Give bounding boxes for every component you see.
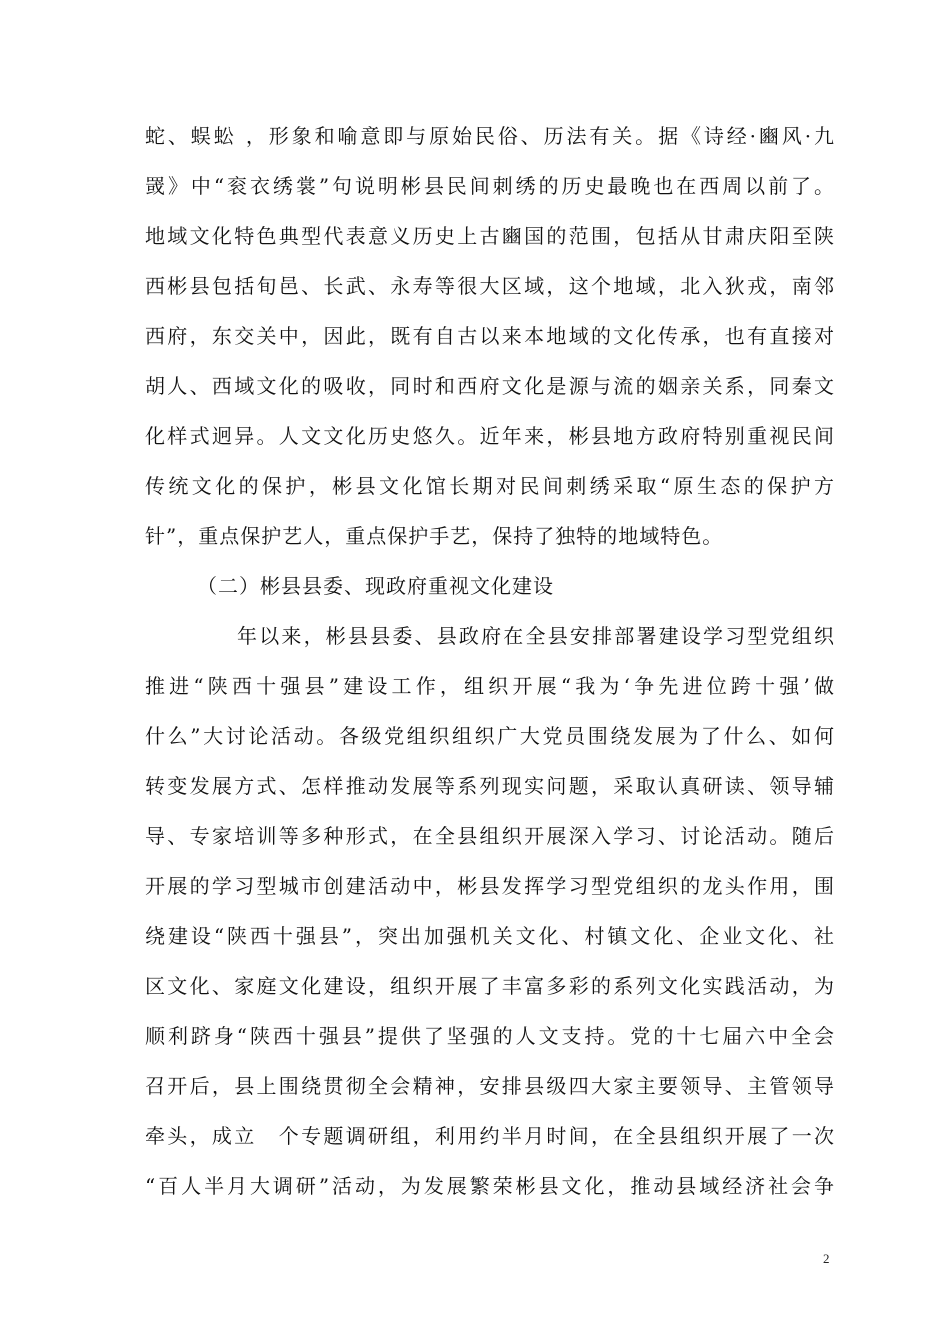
paragraph-line: 胡人、西域文化的吸收，同时和西府文化是源与流的姻亲关系，同秦文 <box>145 374 835 398</box>
paragraph-line: 导、专家培训等多种形式，在全县组织开展深入学习、讨论活动。随后 <box>145 824 835 848</box>
paragraph-line: 召开后，县上围绕贯彻全会精神，安排县级四大家主要领导、主管领导 <box>145 1074 835 1098</box>
paragraph-line: 西彬县包括旬邑、长武、永寿等很大区域，这个地域，北入狄戎，南邻 <box>145 274 835 298</box>
paragraph-last-line: 针”，重点保护艺人，重点保护手艺，保持了独特的地域特色。 <box>145 524 724 548</box>
paragraph-first-line: 年以来，彬县县委、县政府在全县安排部署建设学习型党组织 <box>237 624 835 648</box>
paragraph-line: 顺利跻身“陕西十强县”提供了坚强的人文支持。党的十七届六中全会 <box>145 1024 835 1048</box>
paragraph-line: 传统文化的保护，彬县文化馆长期对民间刺绣采取“原生态的保护方 <box>145 474 835 498</box>
paragraph-line: 化样式迥异。人文文化历史悠久。近年来，彬县地方政府特别重视民间 <box>145 424 835 448</box>
paragraph-line: 转变发展方式、怎样推动发展等系列现实问题，采取认真研读、领导辅 <box>145 774 835 798</box>
page-number: 2 <box>823 1251 830 1266</box>
paragraph-line: 推进“陕西十强县”建设工作，组织开展“我为‘争先进位跨十强’做 <box>145 674 835 698</box>
paragraph-line: 开展的学习型城市创建活动中，彬县发挥学习型党组织的龙头作用，围 <box>145 874 835 898</box>
paragraph-line: 西府，东交关中，因此，既有自古以来本地域的文化传承，也有直接对 <box>145 324 835 348</box>
paragraph-line: 罭》中“衮衣绣裳”句说明彬县民间刺绣的历史最晚也在西周以前了。 <box>145 174 835 198</box>
paragraph-line: 牵头，成立 个专题调研组，利用约半月时间，在全县组织开展了一次 <box>145 1124 835 1148</box>
paragraph-line: 绕建设“陕西十强县”，突出加强机关文化、村镇文化、企业文化、社 <box>145 924 835 948</box>
paragraph-line: 蛇、蜈蚣 ，形象和喻意即与原始民俗、历法有关。据《诗经·豳风·九 <box>145 124 835 148</box>
section-heading: （二）彬县县委、现政府重视文化建设 <box>197 574 554 598</box>
paragraph-line: 区文化、家庭文化建设，组织开展了丰富多彩的系列文化实践活动，为 <box>145 974 835 998</box>
paragraph-line: “百人半月大调研”活动，为发展繁荣彬县文化，推动县域经济社会争 <box>145 1174 835 1198</box>
document-body <box>145 116 835 1216</box>
paragraph-line: 什么”大讨论活动。各级党组织组织广大党员围绕发展为了什么、如何 <box>145 724 835 748</box>
paragraph-line: 地域文化特色典型代表意义历史上古豳国的范围，包括从甘肃庆阳至陕 <box>145 224 835 248</box>
